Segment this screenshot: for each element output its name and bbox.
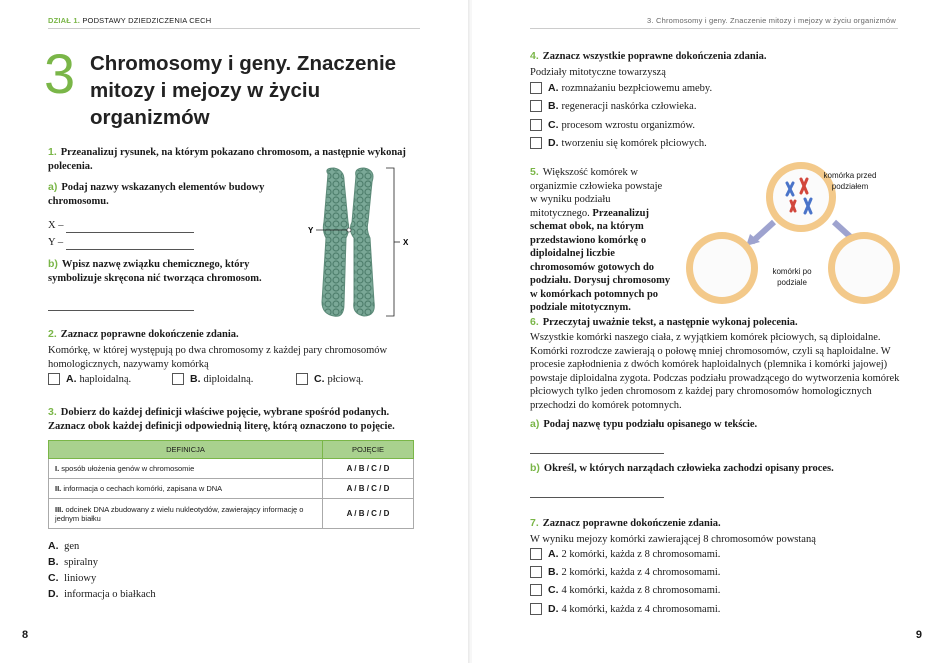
question-4 bbox=[530, 50, 900, 64]
option-letter: A. bbox=[548, 548, 559, 560]
figure-label-x: X bbox=[403, 238, 409, 247]
answer-letter: B. bbox=[48, 556, 59, 568]
option-letter: D. bbox=[548, 603, 559, 615]
question-3-text: Dobierz do każdej definicji właściwe pojęcie, wybrane spośród podanych. Zaznacz obok każdej definicji odpowiednią literę, którą oznaczono to pojęcie. bbox=[48, 407, 395, 432]
option-text: płciową. bbox=[327, 373, 364, 385]
question-6 bbox=[530, 316, 902, 330]
checkbox[interactable] bbox=[530, 603, 542, 615]
option-text: 2 komórki, każda z 4 chromosomami. bbox=[561, 566, 721, 578]
answer-letter: A. bbox=[48, 540, 59, 552]
table-header-row bbox=[49, 441, 414, 459]
centromere-marker bbox=[347, 228, 351, 232]
daughter-cell-right bbox=[828, 232, 900, 304]
list-item bbox=[48, 572, 156, 588]
q7-option-d[interactable] bbox=[530, 603, 720, 615]
question-1b bbox=[48, 258, 273, 285]
chromosome-bracket bbox=[386, 168, 394, 316]
choice-cell[interactable]: A / B / C / D bbox=[323, 499, 414, 529]
section-title: PODSTAWY DZIEDZICZENIA CECH bbox=[82, 16, 212, 25]
table-row bbox=[49, 479, 414, 499]
question-2-number: 2. bbox=[48, 328, 57, 340]
question-1a bbox=[48, 181, 273, 208]
answer-1b-line[interactable] bbox=[48, 299, 194, 311]
option-letter: C. bbox=[548, 119, 559, 131]
question-7-text: Zaznacz poprawne dokończenie zdania. bbox=[542, 518, 721, 529]
answer-y-line[interactable] bbox=[66, 238, 194, 250]
right-head-rule bbox=[530, 28, 898, 29]
choice-cell[interactable]: A / B / C / D bbox=[323, 479, 414, 499]
page-number-right: 9 bbox=[915, 629, 922, 641]
answer-1b-row bbox=[48, 297, 194, 311]
definition-table bbox=[48, 440, 414, 529]
choice-cell[interactable]: A / B / C / D bbox=[323, 459, 414, 479]
question-1b-text: Wpisz nazwę związku chemicznego, który symbolizuje skręcona nić tworząca chromosom. bbox=[48, 259, 262, 284]
list-item bbox=[48, 556, 156, 572]
answer-list bbox=[48, 540, 156, 604]
q7-option-b[interactable] bbox=[530, 566, 720, 578]
right-page bbox=[472, 0, 944, 663]
question-7-number: 7. bbox=[530, 517, 539, 529]
figure-label-y: Y bbox=[308, 226, 314, 235]
option-text: diploidalną. bbox=[203, 373, 254, 385]
checkbox[interactable] bbox=[48, 373, 60, 385]
section-label: DZIAŁ 1. bbox=[48, 16, 81, 25]
row-text: informacja o cechach komórki, zapisana w DNA bbox=[63, 484, 223, 493]
row-text: odcinek DNA zbudowany z wielu nukleotydów, zawierający informację o jednym białku bbox=[55, 504, 304, 523]
option-letter: C. bbox=[548, 584, 559, 596]
checkbox[interactable] bbox=[530, 584, 542, 596]
question-2 bbox=[48, 328, 418, 342]
option-letter: B. bbox=[548, 566, 559, 578]
q7-option-c[interactable] bbox=[530, 584, 720, 596]
question-5-intro: Większość komórek w organizmie człowieka powstaje w wyniku podziału mitotycznego. bbox=[530, 167, 663, 219]
daughter-cell-left bbox=[686, 232, 758, 304]
option-text: procesom wzrostu organizmów. bbox=[561, 119, 696, 131]
q7-option-a[interactable] bbox=[530, 548, 720, 560]
question-1b-label: b) bbox=[48, 258, 58, 270]
table-row bbox=[49, 499, 414, 529]
answer-text: informacja o białkach bbox=[64, 589, 156, 600]
checkbox[interactable] bbox=[530, 100, 542, 112]
answer-6a-line[interactable] bbox=[530, 442, 664, 454]
question-1-text: Przeanalizuj rysunek, na którym pokazano chromosom, a następnie wykonaj polecenia. bbox=[48, 147, 406, 172]
row-number: I. bbox=[55, 464, 60, 473]
list-item bbox=[48, 588, 156, 604]
chromatid-left bbox=[322, 168, 349, 316]
definition-cell bbox=[49, 499, 323, 529]
answer-letter: C. bbox=[48, 572, 59, 584]
chapter-title: Chromosomy i geny. Znaczenie mitozy i mejozy w życiu organizmów bbox=[90, 52, 397, 129]
q2-option-a[interactable] bbox=[48, 373, 131, 385]
answer-text: spiralny bbox=[64, 557, 98, 568]
question-2-stem: Komórkę, w której występują po dwa chromosomy z każdej pary chromosomów homologicznych, nazywamy komórką bbox=[48, 345, 388, 370]
option-text: rozmnażaniu bezpłciowemu ameby. bbox=[561, 82, 713, 94]
option-text: 4 komórki, każda z 8 chromosomami. bbox=[561, 584, 721, 596]
left-head-rule bbox=[48, 28, 420, 29]
q4-option-a[interactable] bbox=[530, 82, 712, 94]
question-1a-text: Podaj nazwy wskazanych elementów budowy chromosomu. bbox=[48, 182, 265, 207]
left-page bbox=[0, 0, 470, 663]
answer-x-line[interactable] bbox=[66, 221, 194, 233]
checkbox[interactable] bbox=[172, 373, 184, 385]
question-6-text: Przeczytaj uważnie tekst, a następnie wykonaj polecenia. bbox=[542, 317, 798, 328]
question-6b-text: Określ, w których narządach człowieka zachodzi opisany proces. bbox=[543, 463, 834, 474]
page-number-left: 8 bbox=[22, 629, 29, 641]
q2-option-b[interactable] bbox=[172, 373, 253, 385]
checkbox[interactable] bbox=[296, 373, 308, 385]
answer-6b-row bbox=[530, 484, 664, 498]
question-5 bbox=[530, 166, 672, 315]
question-5-number: 5. bbox=[530, 166, 539, 178]
answer-x-row bbox=[48, 219, 194, 233]
label-after-division: komórki po podziale bbox=[772, 267, 812, 287]
question-4-number: 4. bbox=[530, 50, 539, 62]
q4-option-d[interactable] bbox=[530, 137, 707, 149]
question-4-text: Zaznacz wszystkie poprawne dokończenia zdania. bbox=[542, 51, 767, 62]
chromatid-right bbox=[350, 168, 374, 316]
option-letter: A. bbox=[548, 82, 559, 94]
question-6b bbox=[530, 462, 902, 476]
question-1a-label: a) bbox=[48, 181, 58, 193]
row-number: III. bbox=[55, 504, 64, 514]
chromosome-figure bbox=[300, 164, 420, 324]
col-concept: POJĘCIE bbox=[323, 441, 414, 459]
col-definition: DEFINICJA bbox=[49, 441, 323, 459]
option-text: regeneracji naskórka człowieka. bbox=[561, 100, 697, 112]
question-6b-label: b) bbox=[530, 462, 540, 474]
table-row bbox=[49, 459, 414, 479]
option-text: 2 komórki, każda z 8 chromosomami. bbox=[561, 548, 721, 560]
chapter-number: 3 bbox=[44, 42, 76, 105]
row-number: II. bbox=[55, 484, 62, 493]
answer-y-row bbox=[48, 236, 194, 250]
checkbox[interactable] bbox=[530, 119, 542, 131]
option-text: haploidalną. bbox=[79, 373, 132, 385]
checkbox[interactable] bbox=[530, 82, 542, 94]
option-letter: A. bbox=[66, 373, 77, 385]
parent-cell-interior bbox=[773, 169, 829, 225]
answer-letter: D. bbox=[48, 588, 59, 600]
question-4-stem: Podziały mitotyczne towarzyszą bbox=[530, 67, 666, 78]
question-6a-text: Podaj nazwę typu podziału opisanego w tekście. bbox=[543, 419, 758, 430]
question-6-number: 6. bbox=[530, 316, 539, 328]
right-running-head: 3. Chromosomy i geny. Znaczenie mitozy i mejozy w życiu organizmów bbox=[647, 16, 896, 25]
question-7 bbox=[530, 517, 902, 531]
question-2-text: Zaznacz poprawne dokończenie zdania. bbox=[60, 329, 239, 340]
option-text: tworzeniu się komórek płciowych. bbox=[561, 137, 707, 149]
q4-option-c[interactable] bbox=[530, 119, 695, 131]
list-item bbox=[48, 540, 156, 556]
question-7-stem: W wyniku mejozy komórki zawierającej 8 chromosomów powstaną bbox=[530, 534, 816, 545]
checkbox[interactable] bbox=[530, 137, 542, 149]
parent-chromosomes bbox=[773, 169, 829, 225]
option-letter: C. bbox=[314, 373, 325, 385]
question-6a bbox=[530, 418, 902, 432]
question-5-task: Przeanalizuj schemat obok, na którym przedstawiono komórkę o diploidalnej liczbie chromosomów gotowych do podziału. Dorysuj chromosomy w komórkach potomnych po podziale mitotycznym. bbox=[530, 207, 671, 313]
option-text: 4 komórki, każda z 4 chromosomami. bbox=[561, 603, 721, 615]
label-before-division: komórka przed podziałem bbox=[823, 171, 877, 191]
answer-6a-row bbox=[530, 440, 664, 454]
definition-cell bbox=[49, 459, 323, 479]
option-letter: B. bbox=[190, 373, 201, 385]
answer-6b-line[interactable] bbox=[530, 486, 664, 498]
checkbox[interactable] bbox=[530, 548, 542, 560]
daughter-cell-left-interior[interactable] bbox=[693, 239, 751, 297]
answer-x-prefix: X – bbox=[48, 220, 64, 231]
q2-option-c[interactable] bbox=[296, 373, 363, 385]
checkbox[interactable] bbox=[530, 566, 542, 578]
question-6a-label: a) bbox=[530, 418, 540, 430]
daughter-cell-right-interior[interactable] bbox=[835, 239, 893, 297]
question-3-number: 3. bbox=[48, 406, 57, 418]
question-3 bbox=[48, 406, 420, 433]
answer-text: gen bbox=[64, 541, 80, 552]
question-1-number: 1. bbox=[48, 146, 57, 158]
answer-text: liniowy bbox=[64, 573, 97, 584]
q4-option-b[interactable] bbox=[530, 100, 696, 112]
left-running-head bbox=[48, 16, 211, 25]
answer-y-prefix: Y – bbox=[48, 237, 64, 248]
option-letter: D. bbox=[548, 137, 559, 149]
definition-cell bbox=[49, 479, 323, 499]
row-text: sposób ułożenia genów w chromosomie bbox=[61, 464, 195, 473]
question-6-passage: Wszystkie komórki naszego ciała, z wyjątkiem komórek płciowych, są diploidalne. Komórki rozrodcze zawierają o połowę mniej chromosomów, czyli są haploidalne. W procesie zapłodnienia z dwóch komórek haploidalnych (plemnika i komórki jajowej) powstaje diploidalna zygota. Podczas podziału prowadzącego do wytworzenia komórek płciowych tylko jeden chromosom z każdej pary chromosomów homologicznych przechodzi do komórek potomnych. bbox=[530, 332, 900, 411]
option-letter: B. bbox=[548, 100, 559, 112]
